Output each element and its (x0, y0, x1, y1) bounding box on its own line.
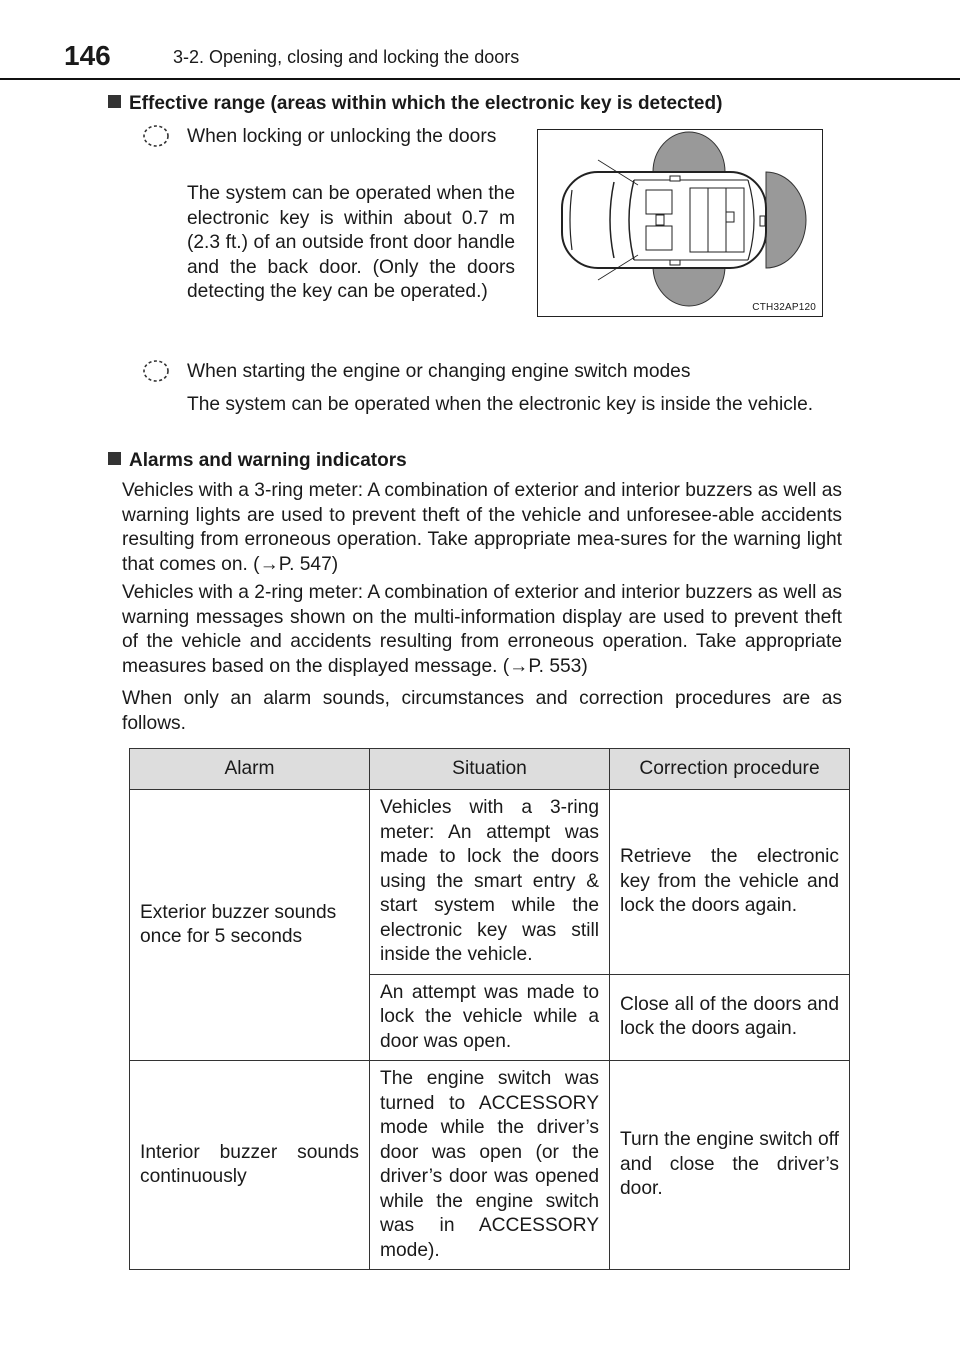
situation-3ring: Vehicles with a 3-ring meter: An attempt was made to lock the doors using the smart entry & start system while the electronic key was still inside the vehicle. (370, 790, 610, 975)
dashed-interior-ellipse-icon (142, 359, 170, 383)
page-header (0, 0, 960, 80)
situation-accessory-mode: The engine switch was turned to ACCESSORY mode while the driver’s door was open (or the driver’s door was opened while the engine switch was in ACCESSORY mode). (370, 1061, 610, 1270)
alarms-para-only: When only an alarm sounds, circumstances and correction procedures are as follows. (122, 688, 842, 734)
correction-retrieve-key: Retrieve the electronic key from the vehicle and lock the doors again. (610, 790, 850, 975)
correction-close-doors: Close all of the doors and lock the doors again. (610, 974, 850, 1061)
table-row (130, 790, 850, 975)
correction-engine-off: Turn the engine switch off and close the driver’s door. (610, 1061, 850, 1270)
header-situation: Situation (370, 749, 610, 790)
item1-text: The system can be operated when the electronic key is within about 0.7 m (2.3 ft.) of an outside front door handle and the back door. (Only the doors detecting the key can be operated.) (187, 183, 515, 302)
alarms-para-3ring: Vehicles with a 3-ring meter: A combination of exterior and interior buzzers as well as warning lights are used to prevent theft of the vehicle and unforesee-able accidents resulting from erroneous operation. Take appropriate mea-sures for the warning light that comes on. (→P. 547) (122, 480, 842, 575)
header-rule (0, 78, 960, 80)
effective-range-heading: Effective range (areas within which the electronic key is detected) (108, 93, 722, 115)
figure-code: CTH32AP120 (752, 302, 816, 313)
situation-door-open: An attempt was made to lock the vehicle while a door was open. (370, 974, 610, 1061)
item2-text: The system can be operated when the electronic key is inside the vehicle. (187, 394, 814, 415)
key-range-figure (537, 129, 823, 317)
square-bullet-icon (108, 95, 121, 108)
alarm-table (129, 748, 850, 1270)
square-bullet-icon (108, 452, 121, 465)
item1-title: When locking or unlocking the doors (187, 126, 497, 147)
header-alarm: Alarm (130, 749, 370, 790)
alarms-heading: Alarms and warning indicators (108, 450, 407, 472)
item2-title: When starting the engine or changing engine switch modes (187, 361, 691, 382)
header-correction: Correction procedure (610, 749, 850, 790)
table-header-row (130, 749, 850, 790)
table-row (130, 1061, 850, 1270)
car-top-view-diagram (538, 130, 821, 315)
page-number: 146 (64, 40, 111, 71)
alarm-exterior-buzzer: Exterior buzzer sounds once for 5 seconds (130, 790, 370, 1061)
alarms-para-2ring: Vehicles with a 2-ring meter: A combination of exterior and interior buzzers as well as warning messages shown on the multi-information display are used to prevent theft of the vehicle and accidents resulting from erroneous operation. Take appropriate measures based on the displayed message. (→P. 553) (122, 582, 842, 677)
dashed-range-ellipse-icon (142, 124, 170, 148)
alarm-interior-buzzer: Interior buzzer sounds continuously (130, 1061, 370, 1270)
chapter-title: 3-2. Opening, closing and locking the doors (173, 47, 520, 67)
